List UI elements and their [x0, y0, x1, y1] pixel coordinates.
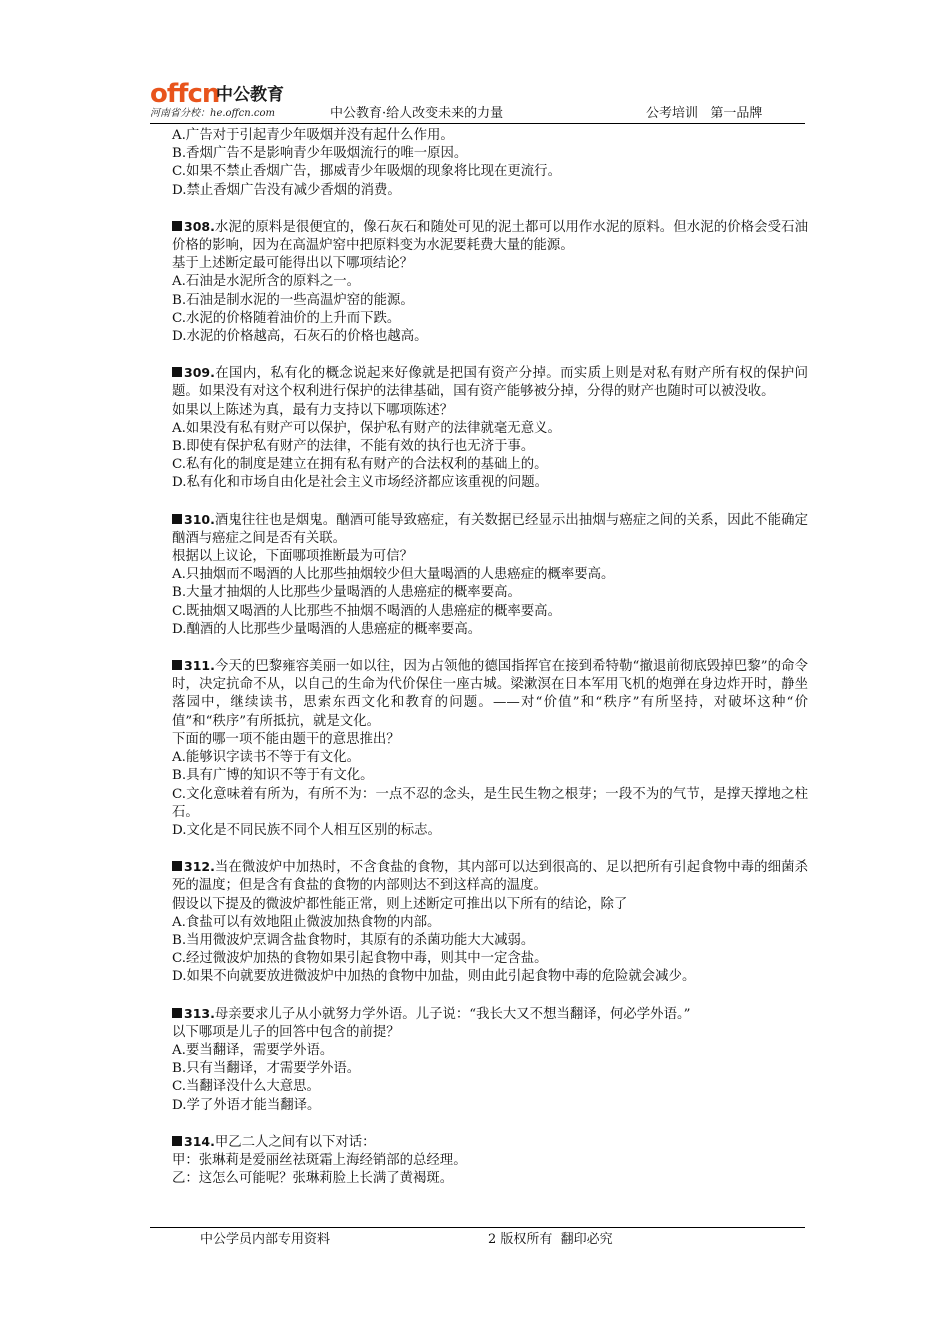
option: D.禁止香烟广告没有减少香烟的消费。: [172, 182, 401, 198]
question-312: [172, 858, 808, 986]
question-prompt: 如果以上陈述为真，最有力支持以下哪项陈述？: [172, 402, 454, 418]
option: B.大量才抽烟的人比那些少量喝酒的人患癌症的概率要高。: [172, 585, 521, 601]
question-310: [172, 511, 808, 639]
square-bullet-icon: [172, 514, 182, 524]
option: B.当用微波炉烹调含盐食物时，其原有的杀菌功能大大减弱。: [172, 932, 535, 948]
question-stem: [172, 511, 808, 548]
stem-text: 甲乙二人之间有以下对话：: [214, 1134, 376, 1150]
question-stem: [172, 364, 808, 401]
question-308: [172, 218, 808, 346]
logo-chinese: 中公教育: [216, 85, 284, 105]
question-prompt: 根据以上议论，下面哪项推断最为可信？: [172, 549, 414, 565]
question-prompt: 下面的哪一项不能由题干的意思推出？: [172, 731, 400, 747]
question-stem: [172, 218, 808, 255]
option: A.食盐可以有效地阻止微波加热食物的内部。: [172, 914, 441, 930]
continued-options: [172, 127, 808, 200]
document-body: [172, 127, 808, 1188]
option: A.广告对于引起青少年吸烟并没有起什么作用。: [172, 128, 454, 143]
option: A.要当翻译，需要学外语。: [172, 1042, 334, 1058]
question-prompt: 以下哪项是儿子的回答中包含的前提？: [172, 1024, 400, 1040]
stem-text: 母亲要求儿子从小就努力学外语。儿子说：“我长大又不想当翻译，何必学外语。”: [214, 1006, 691, 1022]
stem-text: 当在微波炉中加热时，不含食盐的食物，其内部可以达到很高的、足以把所有引起食物中毒的细菌杀死的温度；但是含有食盐的食物的内部则达不到这样高的温度。: [172, 860, 808, 894]
option: C.经过微波炉加热的食物如果引起食物中毒，则其中一定含盐。: [172, 951, 548, 967]
option: C.私有化的制度是建立在拥有私有财产的合法权利的基础上的。: [172, 457, 548, 473]
header-rule: [150, 123, 805, 124]
question-stem: [172, 657, 808, 731]
option: C.如果不禁止香烟广告，挪威青少年吸烟的现象将比现在更流行。: [172, 164, 561, 180]
option: C.既抽烟又喝酒的人比那些不抽烟不喝酒的人患癌症的概率要高。: [172, 603, 561, 619]
square-bullet-icon: [172, 1008, 182, 1018]
option: D.学了外语才能当翻译。: [172, 1097, 321, 1113]
option: A.能够识字读书不等于有文化。: [172, 750, 361, 766]
option: C.水泥的价格随着油价的上升而下跌。: [172, 310, 401, 326]
square-bullet-icon: [172, 221, 182, 231]
question-309: [172, 364, 808, 492]
option: A.石油是水泥所含的原料之一。: [172, 274, 361, 290]
question-number: 313.: [184, 1005, 215, 1021]
question-stem: [172, 1005, 808, 1024]
option: B.具有广博的知识不等于有文化。: [172, 768, 374, 784]
stem-text: 今天的巴黎雍容美丽一如以往，因为占领他的德国指挥官在接到希特勒“撤退前彻底毁掉巴黎”的命令时，决定抗命不从，以自己的生命为代价保住一座古城。梁漱溟在日本军用飞机的炮弹在身边炸开时，静坐落园中，继续读书，思索东西文化和教育的问题。——对“价值”和“秩序”有所坚持，对破坏这种“价值”和“秩序”有所抵抗，就是文化。: [172, 659, 808, 729]
question-prompt: 假设以下提及的微波炉都性能正常，则上述断定可推出以下所有的结论，除了: [172, 896, 628, 912]
question-number: 310.: [184, 511, 215, 527]
square-bullet-icon: [172, 861, 182, 871]
option: A.如果没有私有财产可以保护，保护私有财产的法律就毫无意义。: [172, 420, 561, 436]
question-stem: [172, 1133, 808, 1152]
option: C.当翻译没什么大意思。: [172, 1079, 320, 1095]
footer-right: 2 版权所有 翻印必究: [488, 1232, 613, 1247]
question-number: 314.: [184, 1133, 215, 1149]
option: D.水泥的价格越高，石灰石的价格也越高。: [172, 329, 428, 345]
option: D.如果不向就要放进微波炉中加热的食物中加盐，则由此引起食物中毒的危险就会减少。: [172, 969, 696, 985]
offcn-logo: [150, 80, 290, 120]
question-prompt: 基于上述断定最可能得出以下哪项结论？: [172, 256, 414, 272]
square-bullet-icon: [172, 367, 182, 377]
question-number: 312.: [184, 859, 215, 875]
option: C.文化意味着有所为，有所不为：一点不忍的念头，是生民生物之根芽；一段不为的气节，是撑天撑地之柱石。: [172, 786, 808, 820]
stem-text: 水泥的原料是很便宜的，像石灰石和随处可见的泥土都可以用作水泥的原料。但水泥的价格会受石油价格的影响，因为在高温炉窑中把原料变为水泥要耗费大量的能源。: [172, 219, 808, 254]
question-number: 309.: [184, 365, 215, 381]
header-slogan: 中公教育·给人改变未来的力量: [330, 106, 504, 121]
option: D.文化是不同民族不同个人相互区别的标志。: [172, 822, 441, 838]
square-bullet-icon: [172, 660, 182, 670]
logo-wordmark: offcn: [150, 79, 220, 109]
question-stem: [172, 858, 808, 895]
header-right: 公考培训 第一品牌: [646, 106, 763, 121]
question-314: [172, 1133, 808, 1189]
question-311: [172, 657, 808, 840]
option: B.石油是制水泥的一些高温炉窑的能源。: [172, 292, 414, 308]
stem-text: 在国内，私有化的概念说起来好像就是把国有资产分掉。而实质上则是对私有财产所有权的保护问题。如果没有对这个权利进行保护的法律基础，国有资产能够被分掉，分得的财产也随时可以被没收。: [172, 366, 808, 400]
footer-left: 中公学员内部专用资料: [200, 1232, 331, 1247]
question-number: 311.: [184, 658, 215, 674]
dialogue-line: 乙：这怎么可能呢？张琳莉脸上长满了黄褐斑。: [172, 1171, 454, 1187]
square-bullet-icon: [172, 1136, 182, 1146]
dialogue-line: 甲：张琳莉是爱丽丝祛斑霜上海经销部的总经理。: [172, 1152, 467, 1168]
logo-subtitle: 河南省分校：he.offcn.com: [150, 108, 275, 119]
footer-rule: [150, 1227, 805, 1228]
option: D.酗酒的人比那些少量喝酒的人患癌症的概率要高。: [172, 621, 482, 637]
option: B.香烟广告不是影响青少年吸烟流行的唯一原因。: [172, 146, 468, 162]
stem-text: 酒鬼往往也是烟鬼。酗酒可能导致癌症，有关数据已经显示出抽烟与癌症之间的关系，因此不能确定酗酒与癌症之间是否有关联。: [172, 512, 808, 546]
option: A.只抽烟而不喝酒的人比那些抽烟较少但大量喝酒的人患癌症的概率要高。: [172, 567, 615, 583]
option: B.即使有保护私有财产的法律，不能有效的执行也无济于事。: [172, 439, 535, 455]
question-number: 308.: [184, 218, 215, 234]
question-313: [172, 1005, 808, 1115]
option: D.私有化和市场自由化是社会主义市场经济都应该重视的问题。: [172, 475, 549, 491]
option: B.只有当翻译，才需要学外语。: [172, 1061, 361, 1077]
